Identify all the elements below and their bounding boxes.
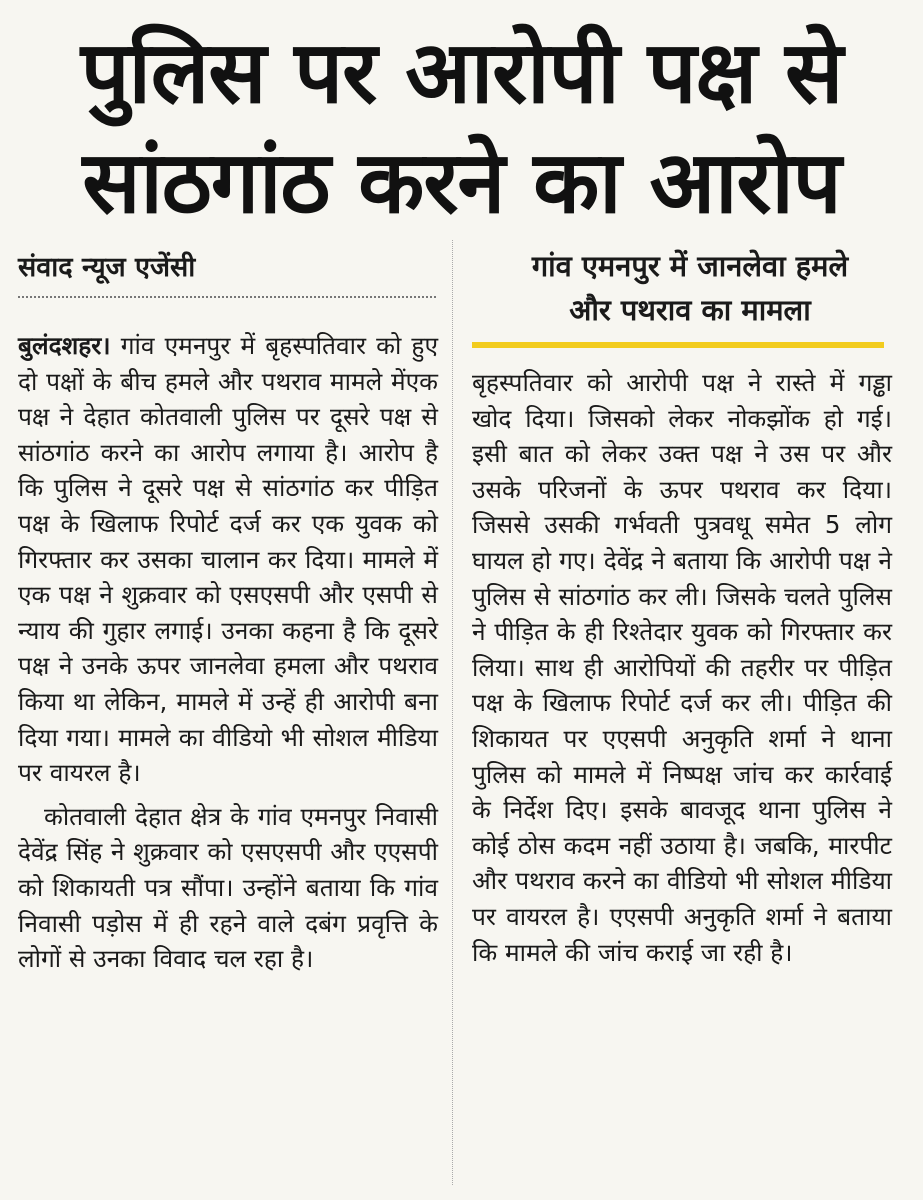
headline bbox=[0, 18, 923, 238]
subheadline bbox=[470, 244, 910, 332]
left-column bbox=[18, 328, 438, 977]
accent-bar bbox=[472, 342, 884, 348]
left-paragraph-2: कोतवाली देहात क्षेत्र के गांव एमनपुर निवासी देवेंद्र सिंह ने शुक्रवार को एसएसपी और एएसपी को शिकायती पत्र सौंपा। उन्होंने बताया कि गांव निवासी पड़ोस में ही रहने वाले दबंग प्रवृत्ति के लोगों से उनका विवाद चल रहा है। bbox=[18, 801, 438, 974]
headline-line-2: सांठगांठ करने का आरोप bbox=[82, 133, 841, 233]
dateline: बुलंदशहर। bbox=[18, 331, 111, 360]
left-paragraph-1 bbox=[18, 328, 438, 791]
subheadline-line-2: और पथराव का मामला bbox=[569, 293, 811, 327]
right-paragraph-1: बृहस्पतिवार को आरोपी पक्ष ने रास्ते में गड्ढा खोद दिया। जिसको लेकर नोकझोंक हो गई। इसी बात को लेकर उक्त पक्ष ने उस पर और उसके परिजनों के ऊपर पथराव कर दिया। जिससे उसकी गर्भवती पुत्रवधू समेत 5 लोग घायल हो गए। देवेंद्र ने बताया कि आरोपी पक्ष ने पुलिस से सांठगांठ कर ली। जिसके चलते पुलिस ने पीड़ित के ही रिश्तेदार युवक को गिरफ्तार कर लिया। साथ ही आरोपियों की तहरीर पर पीड़ित पक्ष के खिलाफ रिपोर्ट दर्ज कर ली। पीड़ित की शिकायत पर एएसपी अनुकृति शर्मा ने थाना पुलिस को मामले में निष्पक्ष जांच कर कार्रवाई के निर्देश दिए। इसके बावजूद थाना पुलिस ने कोई ठोस कदम नहीं उठाया है। जबकि, मारपीट और पथराव करने का वीडियो भी सोशल मीडिया पर वायरल है। एएसपी अनुकृति शर्मा ने बताया कि मामले की जांच कराई जा रही है। bbox=[472, 368, 892, 967]
subheadline-line-1: गांव एमनपुर में जानलेवा हमले bbox=[531, 249, 849, 283]
byline-divider bbox=[18, 296, 436, 298]
byline: संवाद न्यूज एजेंसी bbox=[18, 252, 196, 283]
left-paragraph-1-text: गांव एमनपुर में बृहस्पतिवार को हुए दो पक्षों के बीच हमले और पथराव मामले मेंएक पक्ष ने देहात कोतवाली पुलिस पर दूसरे पक्ष से सांठगांठ करने का आरोप लगाया है। आरोप है कि पुलिस ने दूसरे पक्ष से सांठगांठ कर पीड़ित पक्ष के खिलाफ रिपोर्ट दर्ज कर एक युवक को गिरफ्तार कर उसका चालान कर दिया। मामले में एक पक्ष ने शुक्रवार को एसएसपी और एसपी से न्याय की गुहार लगाई। उनका कहना है कि दूसरे पक्ष ने उनके ऊपर जानलेवा हमला और पथराव किया था लेकिन, मामले में उन्हें ही आरोपी बना दिया गया। मामले का वीडियो भी सोशल मीडिया पर वायरल है। bbox=[18, 331, 438, 788]
column-divider bbox=[452, 240, 453, 1185]
headline-line-1: पुलिस पर आरोपी पक्ष से bbox=[80, 23, 843, 123]
right-column bbox=[472, 365, 892, 970]
